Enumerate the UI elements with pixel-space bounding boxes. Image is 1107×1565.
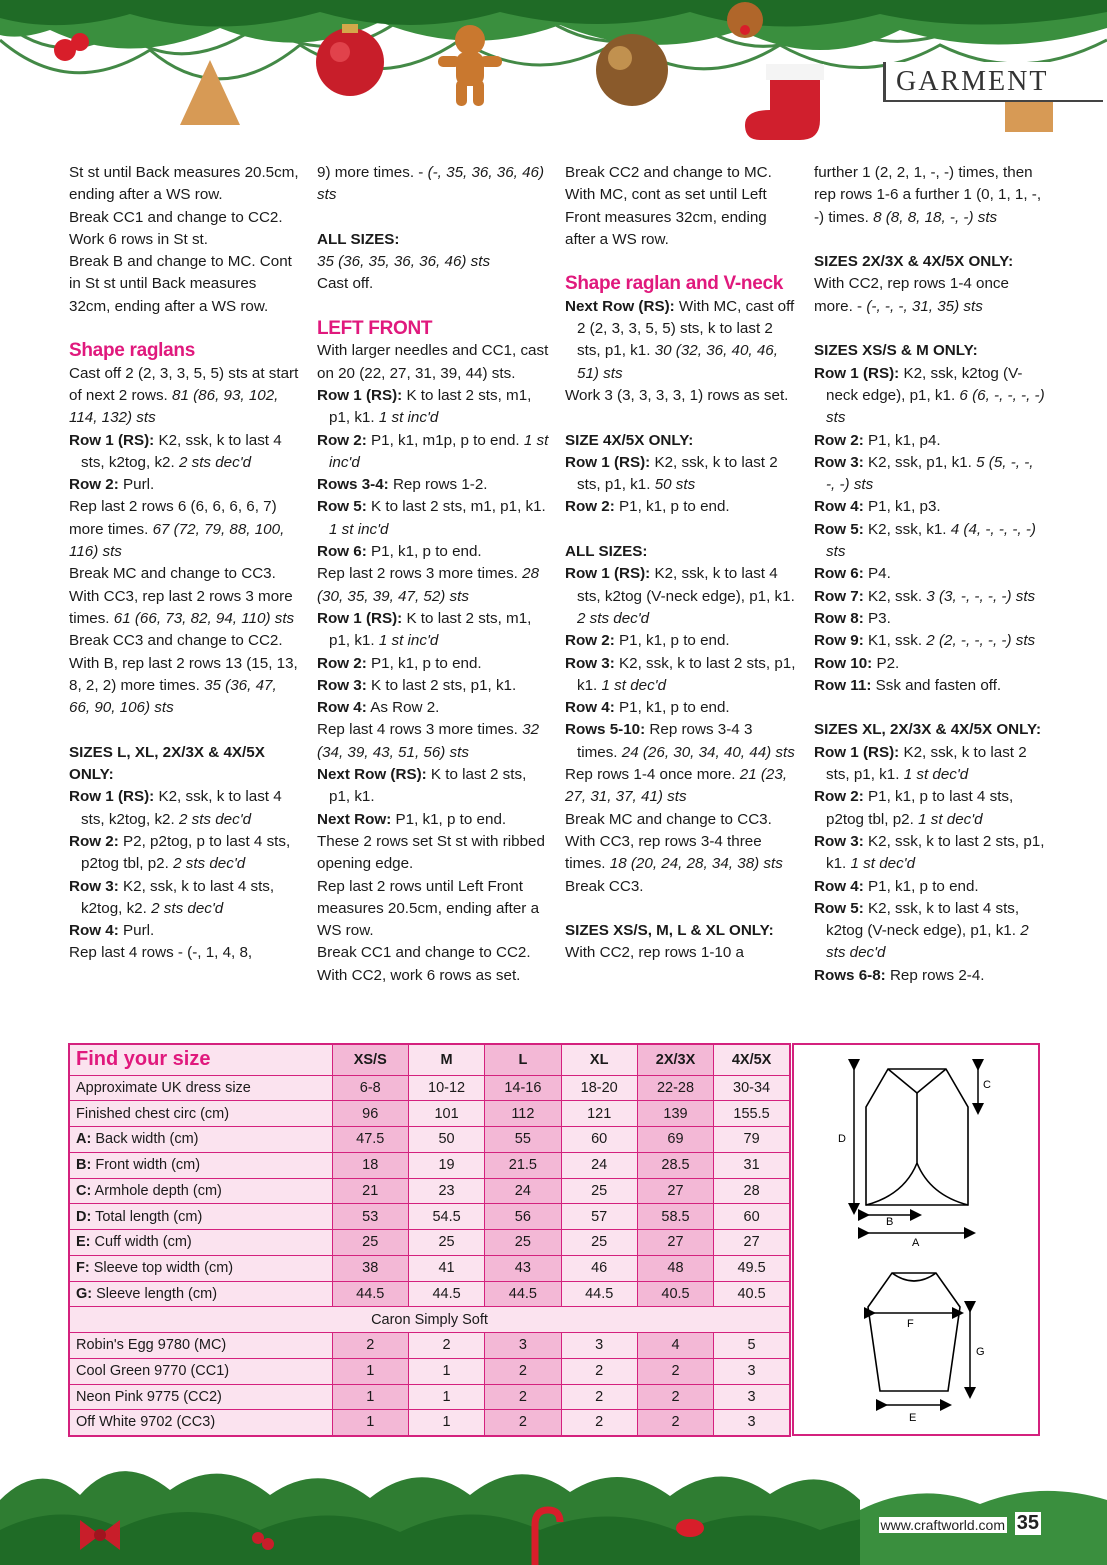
table-cell: 2 — [637, 1358, 713, 1384]
row-key: G: — [76, 1285, 93, 1302]
table-cell: 2 — [408, 1333, 484, 1359]
paragraph: Rep last 2 rows 6 (6, 6, 6, 6, 7) more times. 67 (72, 79, 88, 100, 116) sts — [69, 498, 285, 561]
size-heading: SIZES XL, 2X/3X & 4X/5X ONLY: — [814, 721, 1042, 739]
table-title: Find your size — [69, 1044, 332, 1075]
paragraph: 9) more times. - (-, 35, 36, 36, 46) sts — [317, 164, 545, 204]
size-header: 2X/3X — [637, 1044, 713, 1075]
table-cell: 3 — [714, 1410, 790, 1436]
paragraph: Break CC3 and change to CC2. With B, rep last 2 rows 13 (15, 13, 8, 2, 2) more times. 35 (36, 47, 66, 90, 106) sts — [69, 632, 298, 717]
table-cell: 4 — [637, 1333, 713, 1359]
row-instruction: Row 3: K2, ssk, p1, k1. 5 (5, -, -, -, -) sts — [814, 453, 1034, 494]
table-cell: 69 — [637, 1127, 713, 1153]
table-cell: 53 — [332, 1204, 408, 1230]
table-row — [69, 1127, 790, 1153]
schematic-label-e: E — [909, 1412, 917, 1424]
table-cell: 121 — [561, 1101, 637, 1127]
paragraph: With larger needles and CC1, cast on 20 (22, 27, 31, 39, 44) sts. — [317, 342, 549, 382]
table-row — [69, 1384, 790, 1410]
row-label — [69, 1152, 332, 1178]
section-heading: Shape raglans — [69, 340, 195, 362]
row-instruction: Row 1 (RS): K2, ssk, k to last 4 sts, k2tog (V-neck edge), p1, k1. 2 sts dec'd — [565, 565, 795, 627]
table-cell: 30-34 — [714, 1075, 790, 1101]
row-instruction: Row 3: K2, ssk, k to last 2 sts, p1, k1. 1 st dec'd — [565, 654, 796, 694]
yarn-label: Neon Pink 9775 (CC2) — [69, 1384, 332, 1410]
table-row — [69, 1204, 790, 1230]
paragraph: Rep last 2 rows until Left Front measures 20.5cm, ending after a WS row. — [317, 877, 540, 940]
row-instruction: Row 8: P3. — [814, 609, 891, 627]
row-instruction: Row 2: Purl. — [69, 476, 155, 494]
size-heading: ALL SIZES: — [317, 230, 400, 248]
row-label-text: Sleeve top width (cm) — [93, 1260, 234, 1277]
row-instruction: Row 9: K1, ssk. 2 (2, -, -, -, -) sts — [814, 632, 1036, 650]
row-label-text: Approximate UK dress size — [76, 1079, 251, 1096]
christmas-garland-footer-icon — [0, 1440, 1107, 1565]
table-cell: 60 — [561, 1127, 637, 1153]
table-cell: 1 — [408, 1358, 484, 1384]
row-instruction: Row 5: K to last 2 sts, m1, p1, k1. 1 st inc'd — [317, 498, 546, 538]
table-cell: 25 — [332, 1230, 408, 1256]
row-key: E: — [76, 1234, 91, 1251]
schematic-diagram-icon — [794, 1045, 1038, 1434]
table-row — [69, 1255, 790, 1281]
paragraph: 35 (36, 35, 36, 36, 46) sts — [317, 253, 491, 271]
table-cell: 101 — [408, 1101, 484, 1127]
schematic-label-g: G — [976, 1346, 985, 1358]
table-row — [69, 1410, 790, 1436]
size-header: 4X/5X — [714, 1044, 790, 1075]
row-instruction: Row 1 (RS): K to last 2 sts, m1, p1, k1. 1 st inc'd — [317, 386, 532, 427]
measurements-body — [69, 1075, 790, 1436]
row-instruction: Row 10: P2. — [814, 654, 900, 672]
row-instruction: Row 2: P1, k1, p4. — [814, 431, 941, 449]
paragraph: With CC2, rep rows 1-4 once more. - (-, -, -, 31, 35) sts — [814, 275, 1009, 315]
row-instruction: Row 3: K2, ssk, k to last 4 sts, k2tog, k2. 2 sts dec'd — [69, 877, 275, 917]
paragraph: Break CC2 and change to MC. With MC, cont as set until Left Front measures 32cm, ending after a WS row. — [565, 164, 772, 248]
row-key: C: — [76, 1182, 92, 1199]
table-cell: 22-28 — [637, 1075, 713, 1101]
paragraph: Rep rows 1-4 once more. 21 (23, 27, 31, 37, 41) sts — [565, 766, 788, 806]
table-cell: 2 — [485, 1410, 561, 1436]
size-heading: SIZE 4X/5X ONLY: — [565, 431, 694, 449]
table-row — [69, 1358, 790, 1384]
row-instruction: Row 6: P1, k1, p to end. — [317, 543, 482, 561]
paragraph: Break CC1 and change to CC2. Work 6 rows in St st. — [69, 208, 283, 248]
paragraph: Break B and change to MC. Cont in St st until Back measures 32cm, ending after a WS row. — [69, 253, 292, 315]
paragraph: With CC2, rep rows 1-10 a — [565, 944, 744, 962]
table-cell: 2 — [637, 1410, 713, 1436]
row-instruction: Row 1 (RS): K2, ssk, k to last 2 sts, p1, k1. 50 sts — [565, 453, 778, 494]
size-heading: SIZES 2X/3X & 4X/5X ONLY: — [814, 253, 1014, 271]
table-cell: 1 — [408, 1384, 484, 1410]
table-cell: 27 — [637, 1230, 713, 1256]
table-cell: 40.5 — [637, 1281, 713, 1307]
pattern-instructions — [69, 162, 1049, 1012]
footer-url: www.craftworld.com — [880, 1517, 1005, 1533]
paragraph: further 1 (2, 2, 1, -, -) times, then rep rows 1-6 a further 1 (0, 1, 1, -, -) times. 8 (8, 8, 18, -, -) sts — [814, 164, 1042, 226]
table-cell: 79 — [714, 1127, 790, 1153]
table-cell: 47.5 — [332, 1127, 408, 1153]
table-cell: 18-20 — [561, 1075, 637, 1101]
table-cell: 60 — [714, 1204, 790, 1230]
row-instruction: Row 2: P1, k1, p to last 4 sts, p2tog tbl, p2. 1 st dec'd — [814, 788, 1014, 828]
schematic-label-c: C — [983, 1079, 991, 1091]
table-row — [69, 1152, 790, 1178]
row-instruction: Row 5: K2, ssk, k1. 4 (4, -, -, -, -) sts — [814, 520, 1036, 561]
paragraph: Rep last 2 rows 3 more times. 28 (30, 35, 39, 47, 52) sts — [317, 565, 540, 605]
size-heading: SIZES XS/S, M, L & XL ONLY: — [565, 922, 774, 940]
row-instruction: Row 4: As Row 2. — [317, 699, 440, 717]
table-cell: 14-16 — [485, 1075, 561, 1101]
row-instruction: Row 7: K2, ssk. 3 (3, -, -, -, -) sts — [814, 587, 1036, 605]
row-instruction: Row 2: P2, p2tog, p to last 4 sts, p2tog tbl, p2. 2 sts dec'd — [69, 832, 291, 873]
table-cell: 31 — [714, 1152, 790, 1178]
paragraph: Break MC and change to CC3. With CC3, rep rows 3-4 three times. 18 (20, 24, 28, 34, 38) sts — [565, 810, 783, 873]
garment-schematic — [792, 1043, 1040, 1436]
table-cell: 40.5 — [714, 1281, 790, 1307]
table-cell: 44.5 — [485, 1281, 561, 1307]
row-instruction: Row 4: Purl. — [69, 922, 155, 940]
row-label — [69, 1178, 332, 1204]
schematic-label-f: F — [907, 1318, 914, 1330]
paragraph: Work 3 (3, 3, 3, 3, 1) rows as set. — [565, 386, 789, 404]
table-cell: 23 — [408, 1178, 484, 1204]
table-cell: 3 — [485, 1333, 561, 1359]
row-label-text: Cuff width (cm) — [94, 1234, 192, 1251]
section-tag: GARMENT — [883, 62, 1103, 102]
table-row — [69, 1075, 790, 1101]
table-cell: 27 — [637, 1178, 713, 1204]
table-cell: 1 — [332, 1358, 408, 1384]
table-cell: 3 — [714, 1384, 790, 1410]
column-1 — [69, 162, 301, 965]
paragraph: Rep last 4 rows - (-, 1, 4, 8, — [69, 944, 253, 962]
paragraph: Break MC and change to CC3. With CC3, rep last 2 rows 3 more times. 61 (66, 73, 82, 94, 110) sts — [69, 565, 295, 627]
column-4 — [814, 162, 1046, 987]
table-cell: 21 — [332, 1178, 408, 1204]
row-instruction: Row 1 (RS): K2, ssk, k to last 4 sts, k2tog, k2. 2 sts dec'd — [69, 788, 282, 828]
table-cell: 25 — [485, 1230, 561, 1256]
row-instruction: Row 3: K to last 2 sts, p1, k1. — [317, 676, 517, 694]
table-cell: 49.5 — [714, 1255, 790, 1281]
size-heading: ALL SIZES: — [565, 543, 648, 561]
table-cell: 19 — [408, 1152, 484, 1178]
table-cell: 25 — [561, 1178, 637, 1204]
table-cell: 58.5 — [637, 1204, 713, 1230]
row-instruction: Row 1 (RS): K2, ssk, k to last 4 sts, k2tog, k2. 2 sts dec'd — [69, 431, 282, 471]
row-instruction: Row 11: Ssk and fasten off. — [814, 676, 1002, 694]
row-label-text: Back width (cm) — [95, 1131, 199, 1148]
row-instruction: Row 4: P1, k1, p to end. — [814, 877, 979, 895]
table-cell: 155.5 — [714, 1101, 790, 1127]
row-instruction: Row 1 (RS): K2, ssk, k2tog (V-neck edge), p1, k1. 6 (6, -, -, -, -) sts — [814, 364, 1045, 427]
table-cell: 96 — [332, 1101, 408, 1127]
row-key: A: — [76, 1131, 92, 1148]
table-cell: 41 — [408, 1255, 484, 1281]
schematic-label-a: A — [912, 1237, 920, 1249]
size-heading: SIZES L, XL, 2X/3X & 4X/5X ONLY: — [69, 743, 265, 784]
table-cell: 6-8 — [332, 1075, 408, 1101]
row-label — [69, 1255, 332, 1281]
row-instruction: Row 3: K2, ssk, k to last 2 sts, p1, k1. 1 st dec'd — [814, 832, 1045, 873]
table-cell: 2 — [485, 1384, 561, 1410]
row-instruction: Next Row: P1, k1, p to end. — [317, 810, 507, 828]
yarn-brand-row — [69, 1307, 790, 1333]
row-label — [69, 1127, 332, 1153]
row-label-text: Finished chest circ (cm) — [76, 1105, 230, 1122]
table-cell: 54.5 — [408, 1204, 484, 1230]
table-cell: 25 — [408, 1230, 484, 1256]
table-cell: 2 — [561, 1384, 637, 1410]
row-label — [69, 1075, 332, 1101]
row-label-text: Total length (cm) — [95, 1208, 203, 1225]
row-instruction: Row 1 (RS): K to last 2 sts, m1, p1, k1. 1 st inc'd — [317, 609, 532, 650]
paragraph: St st until Back measures 20.5cm, ending after a WS row. — [69, 164, 299, 204]
table-cell: 27 — [714, 1230, 790, 1256]
table-cell: 2 — [485, 1358, 561, 1384]
row-key: B: — [76, 1157, 92, 1174]
table-cell: 3 — [561, 1333, 637, 1359]
row-label — [69, 1281, 332, 1307]
row-instruction: Next Row (RS): K to last 2 sts, p1, k1. — [317, 766, 527, 806]
table-row — [69, 1281, 790, 1307]
paragraph: Cast off 2 (2, 3, 3, 5, 5) sts at start of next 2 rows. 81 (86, 93, 102, 114, 132) sts — [69, 364, 299, 427]
size-header: XS/S — [332, 1044, 408, 1075]
row-instruction: Row 2: P1, k1, p to end. — [317, 654, 482, 672]
table-cell: 5 — [714, 1333, 790, 1359]
row-label — [69, 1101, 332, 1127]
paragraph: Break CC3. — [565, 877, 644, 895]
paragraph: Rep last 4 rows 3 more times. 32 (34, 39, 43, 51, 56) sts — [317, 721, 540, 761]
table-cell: 25 — [561, 1230, 637, 1256]
table-cell: 3 — [714, 1358, 790, 1384]
row-label — [69, 1204, 332, 1230]
row-instruction: Row 4: P1, k1, p3. — [814, 498, 941, 516]
table-cell: 44.5 — [332, 1281, 408, 1307]
row-instruction: Rows 6-8: Rep rows 2-4. — [814, 966, 985, 984]
table-cell: 28 — [714, 1178, 790, 1204]
row-label — [69, 1230, 332, 1256]
table-cell: 18 — [332, 1152, 408, 1178]
table-cell: 2 — [561, 1410, 637, 1436]
table-cell: 55 — [485, 1127, 561, 1153]
row-label-text: Front width (cm) — [95, 1157, 201, 1174]
table-row — [69, 1333, 790, 1359]
table-cell: 44.5 — [408, 1281, 484, 1307]
schematic-label-d: D — [838, 1133, 846, 1145]
table-cell: 57 — [561, 1204, 637, 1230]
section-heading: LEFT FRONT — [317, 318, 433, 340]
row-label-text: Sleeve length (cm) — [96, 1285, 218, 1302]
table-cell: 1 — [408, 1410, 484, 1436]
footer-decoration — [0, 1440, 1107, 1565]
table-cell: 112 — [485, 1101, 561, 1127]
table-cell: 1 — [332, 1410, 408, 1436]
size-header: M — [408, 1044, 484, 1075]
table-cell: 56 — [485, 1204, 561, 1230]
yarn-brand: Caron Simply Soft — [69, 1307, 790, 1333]
size-heading: SIZES XS/S & M ONLY: — [814, 342, 978, 360]
table-cell: 28.5 — [637, 1152, 713, 1178]
table-cell: 10-12 — [408, 1075, 484, 1101]
page-number: 35 — [1016, 1512, 1039, 1534]
row-label-text: Armhole depth (cm) — [94, 1182, 222, 1199]
row-instruction: Row 4: P1, k1, p to end. — [565, 699, 730, 717]
table-row — [69, 1101, 790, 1127]
row-instruction: Next Row (RS): With MC, cast off 2 (2, 3, 3, 5, 5) sts, k to last 2 sts, p1, k1. 30 (32, 36, 40, 46, 51) sts — [565, 297, 795, 382]
yarn-label: Robin's Egg 9780 (MC) — [69, 1333, 332, 1359]
table-cell: 44.5 — [561, 1281, 637, 1307]
row-instruction: Rows 3-4: Rep rows 1-2. — [317, 476, 488, 494]
yarn-label: Off White 9702 (CC3) — [69, 1410, 332, 1436]
schematic-label-b: B — [886, 1216, 894, 1228]
row-instruction: Row 2: P1, k1, m1p, p to end. 1 st inc'd — [317, 431, 549, 471]
row-instruction: Row 5: K2, ssk, k to last 4 sts, k2tog (V-neck edge), p1, k1. 2 sts dec'd — [814, 899, 1029, 962]
table-cell: 50 — [408, 1127, 484, 1153]
table-cell: 24 — [561, 1152, 637, 1178]
column-3 — [565, 162, 797, 965]
paragraph: Break CC1 and change to CC2. With CC2, work 6 rows as set. — [317, 944, 531, 984]
row-key: F: — [76, 1260, 90, 1277]
row-instruction: Row 2: P1, k1, p to end. — [565, 498, 730, 516]
row-key: D: — [76, 1208, 92, 1225]
table-cell: 24 — [485, 1178, 561, 1204]
size-header: XL — [561, 1044, 637, 1075]
table-cell: 48 — [637, 1255, 713, 1281]
row-instruction: Row 2: P1, k1, p to end. — [565, 632, 730, 650]
table-cell: 2 — [637, 1384, 713, 1410]
column-2 — [317, 162, 549, 987]
row-instruction: Row 6: P4. — [814, 565, 891, 583]
table-row — [69, 1230, 790, 1256]
table-cell: 43 — [485, 1255, 561, 1281]
table-cell: 139 — [637, 1101, 713, 1127]
table-cell: 1 — [332, 1384, 408, 1410]
table-cell: 2 — [332, 1333, 408, 1359]
table-row — [69, 1178, 790, 1204]
table-cell: 21.5 — [485, 1152, 561, 1178]
table-cell: 2 — [561, 1358, 637, 1384]
section-heading: Shape raglan and V-neck — [565, 273, 784, 295]
paragraph: Cast off. — [317, 275, 374, 293]
table-cell: 38 — [332, 1255, 408, 1281]
size-header: L — [485, 1044, 561, 1075]
yarn-label: Cool Green 9770 (CC1) — [69, 1358, 332, 1384]
table-cell: 46 — [561, 1255, 637, 1281]
row-instruction: Row 1 (RS): K2, ssk, k to last 2 sts, p1, k1. 1 st dec'd — [814, 743, 1027, 784]
paragraph: These 2 rows set St st with ribbed opening edge. — [317, 832, 545, 873]
size-table — [68, 1043, 791, 1437]
row-instruction: Rows 5-10: Rep rows 3-4 3 times. 24 (26, 30, 34, 40, 44) sts — [565, 721, 795, 761]
